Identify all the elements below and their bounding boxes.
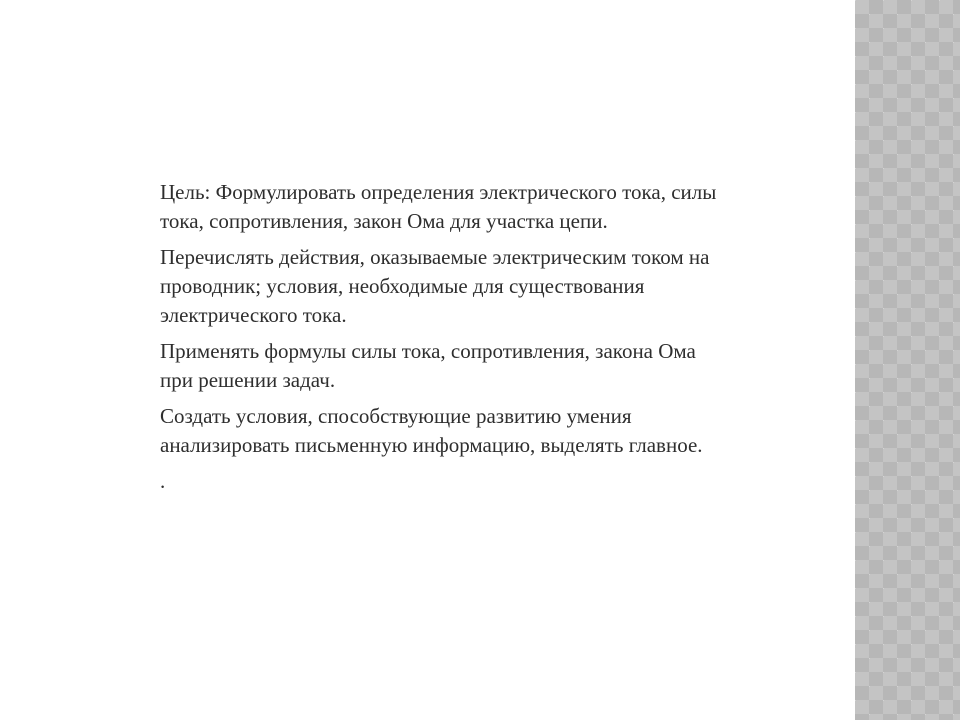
paragraph-create-conditions: Создать условия, способствующие развитию умения анализировать письменную информацию, выделять главное. xyxy=(160,404,703,457)
paragraph-list-actions: Перечислять действия, оказываемые электрическим током на проводник; условия, необходимые для существования электрического тока. xyxy=(160,245,710,327)
slide-body-text xyxy=(160,178,810,503)
paragraph-apply-formulas: Применять формулы силы тока, сопротивления, закона Ома при решении задач. xyxy=(160,339,696,392)
decorative-side-panel xyxy=(855,0,960,720)
paragraph-goal: Цель: Формулировать определения электрического тока, силы тока, сопротивления, закон Ома для участка цепи. xyxy=(160,180,717,233)
paragraph-period: . xyxy=(160,469,166,493)
